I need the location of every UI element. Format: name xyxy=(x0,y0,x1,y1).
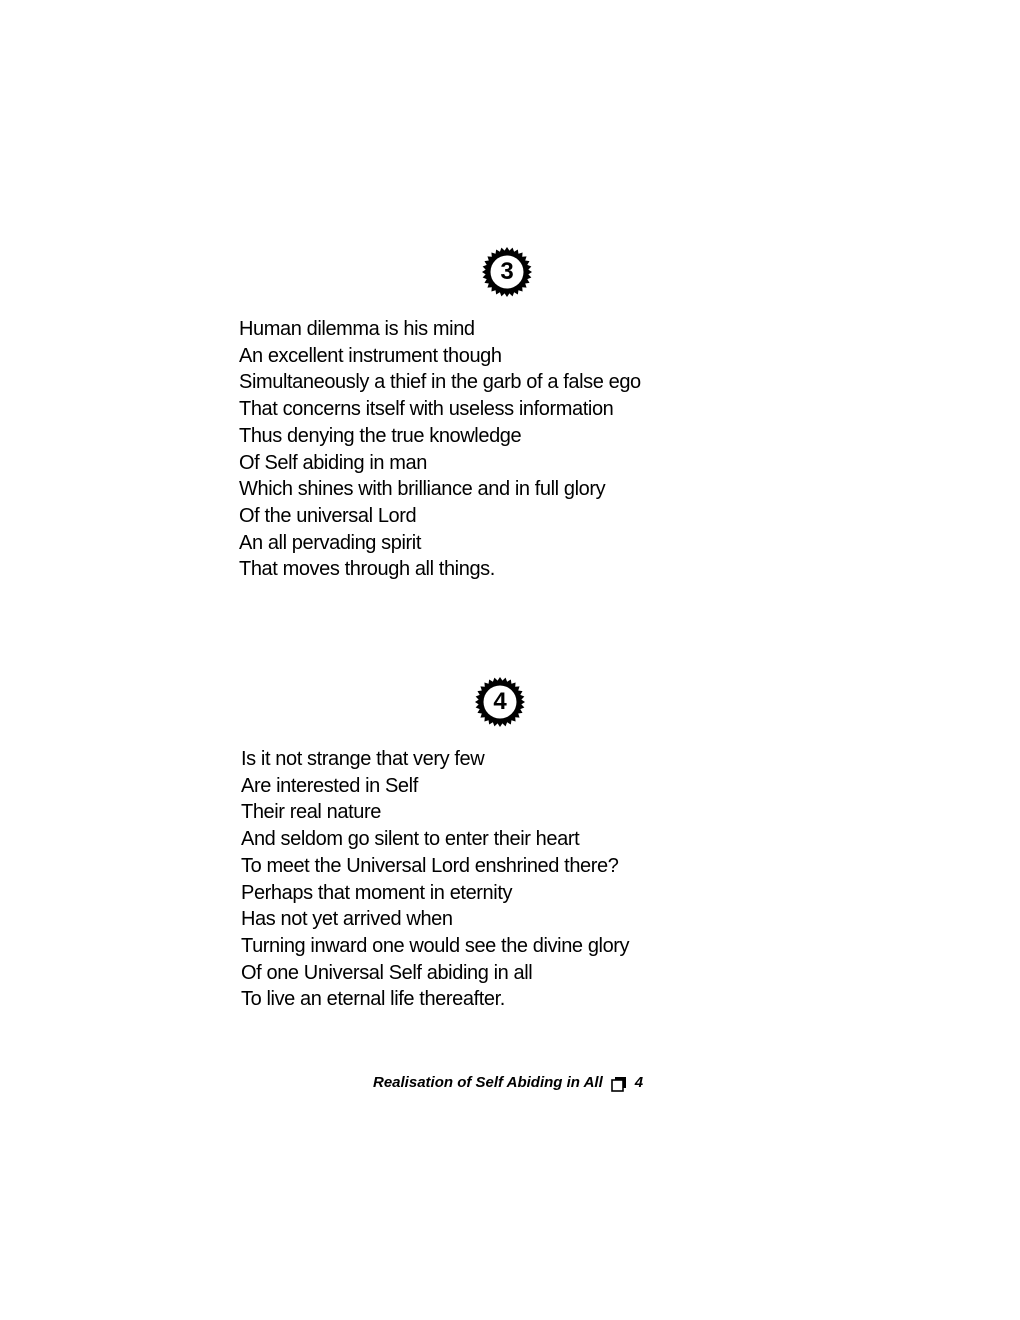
section-number: 3 xyxy=(500,258,514,285)
poem-line: Turning inward one would see the divine glory xyxy=(241,934,630,957)
poem-line: Which shines with brilliance and in full glory xyxy=(239,478,606,501)
poem-line: Has not yet arrived when xyxy=(241,908,453,931)
poem-line: An all pervading spirit xyxy=(239,531,422,554)
poem-line: Are interested in Self xyxy=(241,774,418,797)
poem-line: That concerns itself with useless information xyxy=(239,398,614,421)
page-footer xyxy=(373,1072,643,1094)
poem-line: That moves through all things. xyxy=(239,558,495,581)
poem-line: Human dilemma is his mind xyxy=(239,318,475,340)
section-number-badge xyxy=(481,246,533,298)
poem-line: Of one Universal Self abiding in all xyxy=(241,961,533,984)
poem-line: To live an eternal life thereafter. xyxy=(241,988,505,1011)
poem-line: Their real nature xyxy=(241,801,381,824)
book-title: Realisation of Self Abiding in All xyxy=(373,1074,603,1091)
page-number: 4 xyxy=(634,1074,644,1091)
poem-stanza xyxy=(239,316,641,583)
poem-line: Is it not strange that very few xyxy=(241,748,485,770)
poem-line: Of Self abiding in man xyxy=(239,451,427,474)
poem-line: Perhaps that moment in eternity xyxy=(241,881,513,904)
poem-line: Thus denying the true knowledge xyxy=(239,424,522,447)
poem-line: And seldom go silent to enter their heart xyxy=(241,828,580,851)
poem-line: Simultaneously a thief in the garb of a false ego xyxy=(239,371,641,394)
poem-line: An excellent instrument though xyxy=(239,344,502,367)
poem-line: Of the universal Lord xyxy=(239,504,417,527)
poem-line: To meet the Universal Lord enshrined there? xyxy=(241,854,619,877)
section-number-badge xyxy=(474,676,526,728)
section-number: 4 xyxy=(493,688,507,715)
square-box-icon xyxy=(611,1076,625,1090)
poem-stanza xyxy=(241,746,629,1013)
